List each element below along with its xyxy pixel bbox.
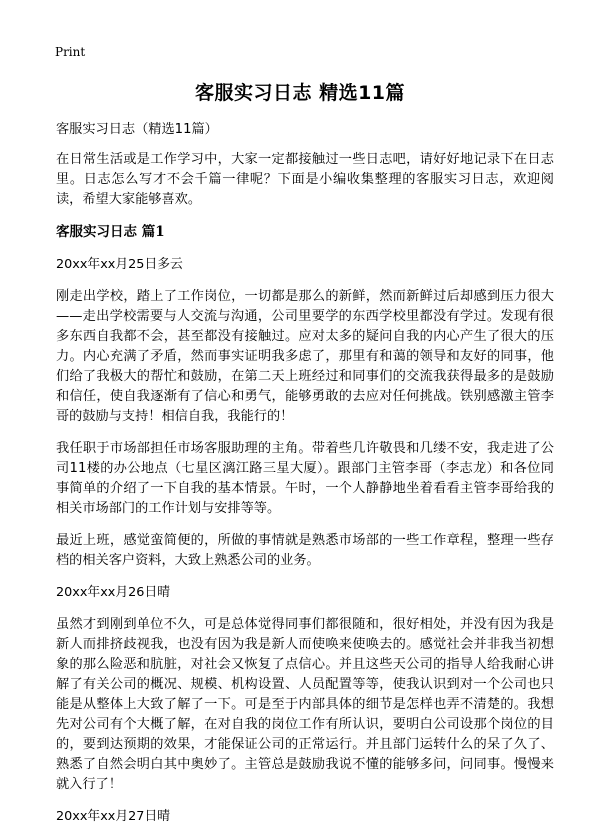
entry-paragraph: 刚走出学校，踏上了工作岗位，一切都是那么的新鲜，然而新鲜过后却感到压力很大——走出学校需要与人交流与沟通，公司里要学的东西学校里都没有学过。发现有很多东西自我都不会，甚至都没有接触过。应对太多的疑问自我的内心产生了很大的压力。内心充满了矛盾，然而事实证明我多虑了，那里有和蔼的领导和友好的同事，他们给了我极大的帮忙和鼓励，在第二天上班经过和同事们的交流我获得最多的是鼓励和信任，使自我逐渐有了信心和勇气，能够勇敢的去应对任何挑战。铁别感激主管李哥的鼓励与支持！相信自我，我能行的！ xyxy=(56,289,554,424)
document-title: 客服实习日志 精选11篇 xyxy=(194,82,406,104)
entry-paragraph: 我任职于市场部担任市场客服助理的主角。带着些几许敬畏和几缕不安，我走进了公司11楼的办公地点（七星区漓江路三星大厦）。跟部门主管李哥（李志龙）和各位同事简单的介绍了一下自我的基本情景。午时，一个人静静地坐着看看主管李哥给我的相关市场部门的工作计划与安排等等。 xyxy=(56,441,554,516)
section-heading: 客服实习日志 篇1 xyxy=(56,224,165,240)
entry-paragraph: 最近上班，感觉蛮简便的，所做的事情就是熟悉市场部的一些工作章程，整理一些存档的相关客户资料，大致上熟悉公司的业务。 xyxy=(56,533,554,568)
entry-date: 20xx年xx月26日晴 xyxy=(56,585,171,600)
intro-paragraph: 在日常生活或是工作学习中，大家一定都接触过一些日志吧，请好好地记录下在日志里。日志怎么写才不会千篇一律呢？下面是小编收集整理的客服实习日志，欢迎阅读，希望大家能够喜欢。 xyxy=(56,152,554,207)
entry-date: 20xx年xx月25日多云 xyxy=(56,257,183,272)
document-subtitle: 客服实习日志（精选11篇） xyxy=(56,122,218,137)
entry-paragraph: 虽然才到刚到单位不久，可是总体觉得同事们都很随和，很好相处，并没有因为我是新人而排挤歧视我，也没有因为我是新人而使唤来使唤去的。感觉社会并非我当初想象的那么险恶和肮脏，对社会又恢复了点信心。并且这些天公司的指导人给我耐心讲解了有关公司的概况、规模、机构设置、人员配置等等，使我认识到对一个公司也只能是从整体上大致了解了一下。可是至于内部具体的细节是怎样也弄不清楚的。我想先对公司有个大概了解，在对自我的岗位工作有所认识，要明白公司设那个岗位的目的，要到达预期的效果，才能保证公司的正常运行。并且部门运转什么的呆了久了、熟悉了自然会明白其中奥妙了。主管总是鼓励我说不懂的能够多问，问同事。慢慢来就入行了！ xyxy=(56,617,554,792)
print-link[interactable]: Print xyxy=(55,45,86,59)
entry-date: 20xx年xx月27日晴 xyxy=(56,809,171,824)
document-body xyxy=(56,120,554,839)
